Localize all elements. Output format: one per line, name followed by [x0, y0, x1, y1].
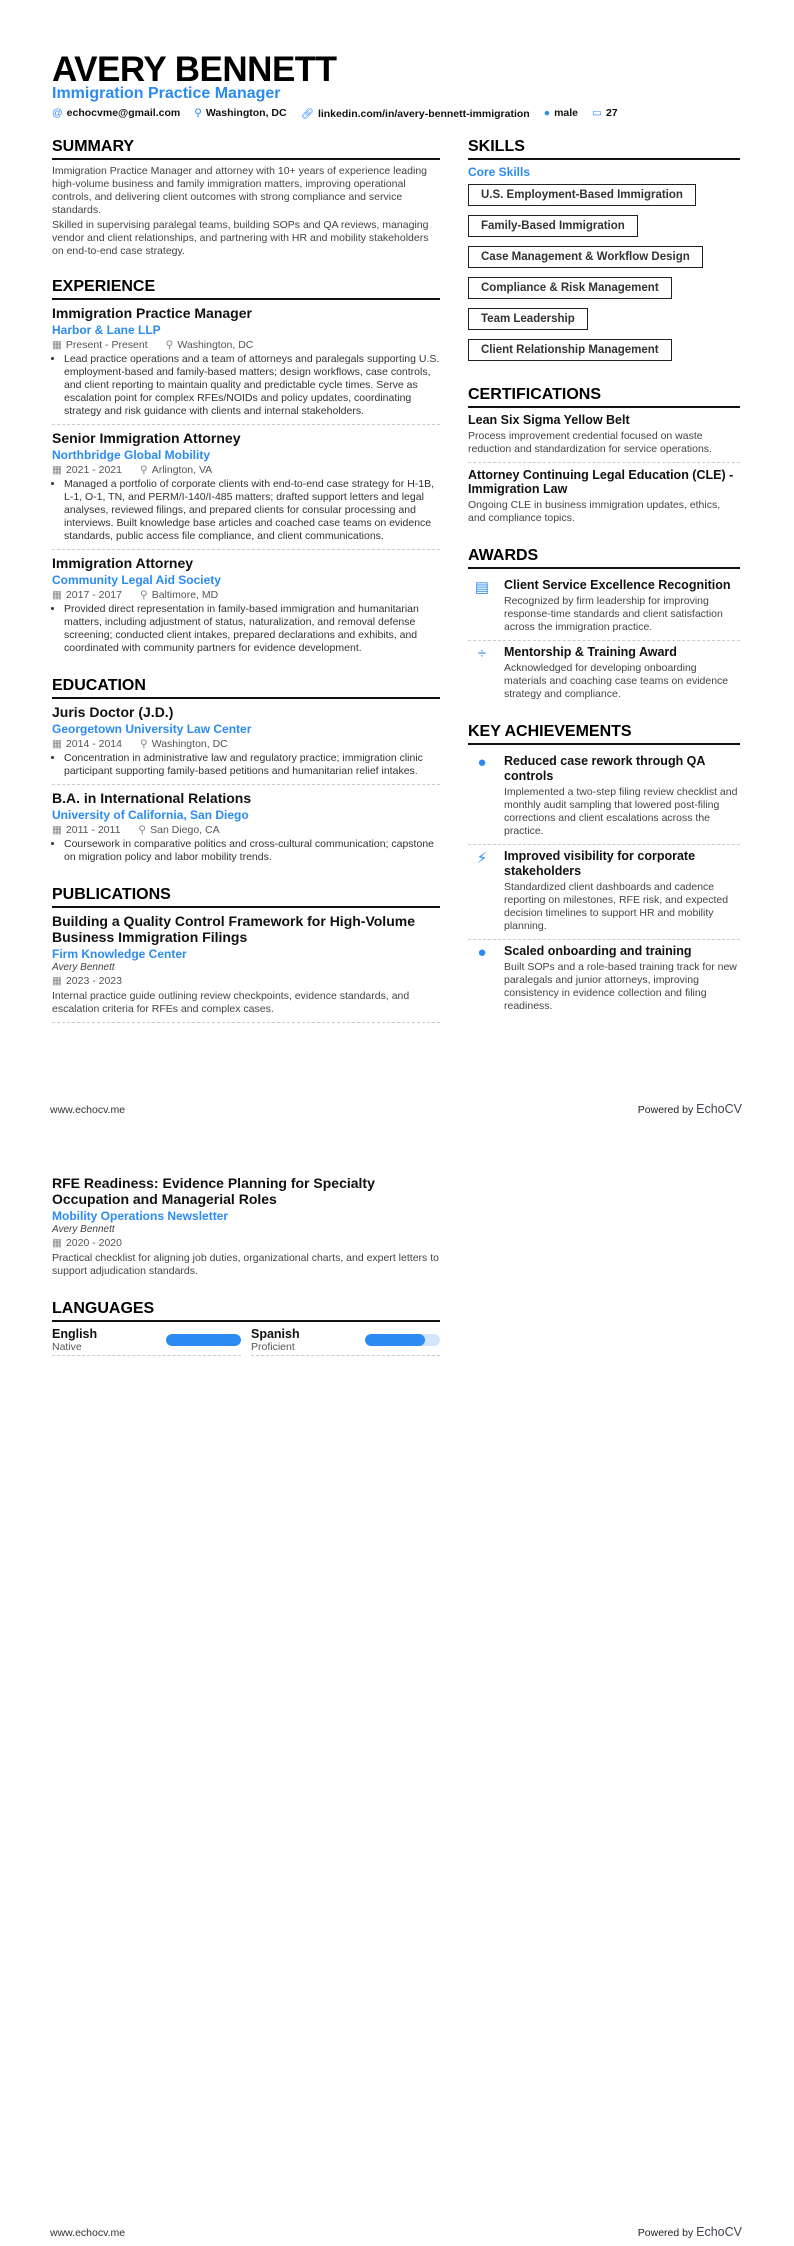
echocv-brand: EchoCV [696, 2225, 742, 2239]
skills-group-label: Core Skills [468, 165, 531, 179]
author: Avery Bennett [52, 962, 115, 973]
calendar-icon: ▭ [592, 107, 602, 119]
skill-tag: Client Relationship Management [468, 339, 672, 361]
publication-title: RFE Readiness: Evidence Planning for Specialty Occupation and Managerial Roles [52, 1175, 375, 1207]
summary-paragraph: Immigration Practice Manager and attorney with 10+ years of experience leading high-volume business and family immigration matters, improving operational controls, and delivering client outcomes with strong compliance and service standards. [52, 165, 427, 216]
calendar-icon: ▦ [52, 589, 62, 601]
edu-meta [52, 824, 440, 836]
job-bullet: • Managed a portfolio of corporate clients with end-to-end case strategy for H-1B, L-1, O-1, TN, and PERM/I-140/I-485 matters; drafted support letters and legal analyses, reviewed filings, and prepared clients for consular processing and interviews. Built knowledge base articles and coached case teams on evidence standards, public access file compliance, and client communications. [64, 478, 440, 543]
footer-site-link[interactable]: www.echocv.me [50, 2227, 126, 2239]
languages-section [52, 1300, 440, 1356]
left-column [52, 138, 440, 1039]
dates: 2020 - 2020 [65, 1237, 122, 1249]
page-2 [0, 1123, 794, 2246]
job-title: Immigration Attorney [52, 555, 194, 571]
job-meta [52, 464, 440, 476]
achievement-entry [468, 845, 740, 940]
contact-email[interactable]: @ echocvme@gmail.com [52, 107, 181, 119]
publisher: Mobility Operations Newsletter [52, 1209, 229, 1223]
contact-linkedin[interactable]: 🔗︎ linkedin.com/in/avery-bennett-immigration [300, 108, 530, 120]
dates: 2021 - 2021 [65, 464, 122, 476]
achievement-entry [468, 750, 740, 845]
achievement-title: Scaled onboarding and training [504, 944, 692, 958]
experience-section [52, 278, 440, 661]
person-icon: ● [543, 107, 551, 119]
achievement-description: Implemented a two-step filing review checklist and monthly audit sampling that lowered post-filing corrections and client escalations across the practice. [504, 786, 738, 837]
section-heading: KEY ACHIEVEMENTS [468, 723, 740, 745]
dates: 2017 - 2017 [65, 589, 122, 601]
publication-entry [52, 913, 440, 1023]
contact-gender: ● male [543, 107, 579, 119]
awards-section [468, 547, 740, 707]
dates: 2023 - 2023 [65, 975, 122, 987]
language-name: Spanish [251, 1327, 300, 1341]
calendar-icon: ▦ [52, 824, 62, 836]
achievement-description: Standardized client dashboards and cadence reporting on milestones, RFE risk, and expected decision timelines to support HR and mobility planning. [504, 881, 729, 932]
education-entry [52, 704, 440, 785]
echocv-brand: EchoCV [696, 1102, 742, 1116]
award-entry [468, 641, 740, 707]
location-icon: ⚲ [138, 824, 147, 836]
chat-bubble-icon: ● [477, 754, 487, 771]
footer-powered-by[interactable]: Powered by EchoCV [637, 2225, 742, 2239]
company: Northbridge Global Mobility [52, 448, 210, 462]
location: Washington, DC [177, 339, 254, 351]
company: Community Legal Aid Society [52, 573, 221, 587]
proficiency-bar [166, 1334, 241, 1346]
calendar-icon: ▦ [52, 738, 62, 750]
left-column [52, 1173, 440, 1372]
edu-bullet: • Concentration in administrative law and regulatory practice; immigration clinic participant supporting family-based petitions and humanitarian relief intakes. [64, 752, 440, 778]
section-heading: PUBLICATIONS [52, 886, 440, 908]
skills-section [468, 138, 740, 370]
language-level: Native [52, 1341, 82, 1353]
summary-section [52, 138, 440, 258]
lightning-icon: ⚡︎ [476, 850, 488, 867]
dates: Present - Present [65, 339, 148, 351]
achievement-title: Improved visibility for corporate stakeholders [504, 849, 696, 878]
location: San Diego, CA [150, 824, 220, 836]
at-icon: @ [52, 107, 63, 119]
section-heading: EDUCATION [52, 677, 440, 699]
proficiency-fill [166, 1334, 241, 1346]
dates: 2011 - 2011 [65, 824, 121, 836]
footer-powered-by[interactable]: Powered by EchoCV [637, 1102, 742, 1116]
certification-title: Lean Six Sigma Yellow Belt [468, 413, 630, 427]
publisher: Firm Knowledge Center [52, 947, 187, 961]
pub-meta [52, 1237, 440, 1249]
skill-tag: Family-Based Immigration [468, 215, 638, 237]
award-title: Client Service Excellence Recognition [504, 578, 731, 592]
experience-entry [52, 305, 440, 425]
location-icon: ⚲ [139, 589, 148, 601]
award-description: Acknowledged for developing onboarding materials and coaching case teams on evidence strategy and compliance. [504, 662, 729, 700]
experience-entry [52, 555, 440, 661]
section-heading: EXPERIENCE [52, 278, 440, 300]
summary-paragraph: Skilled in supervising paralegal teams, building SOPs and QA reviews, managing vendor and client relationships, and partnering with HR and mobility stakeholders on end-to-end case strategy. [52, 219, 429, 257]
proficiency-fill [365, 1334, 425, 1346]
education-entry [52, 790, 440, 870]
badge-icon: ● [477, 944, 487, 961]
skill-tag: Team Leadership [468, 308, 588, 330]
award-title: Mentorship & Training Award [504, 645, 677, 659]
candidate-title: Immigration Practice Manager [52, 85, 281, 102]
location-icon: ⚲ [139, 738, 148, 750]
location-icon: ⚲ [165, 339, 174, 351]
section-heading: AWARDS [468, 547, 740, 569]
contact-bar [52, 107, 618, 120]
language-item [52, 1327, 241, 1356]
skill-tag: U.S. Employment-Based Immigration [468, 184, 696, 206]
school: University of California, San Diego [52, 808, 249, 822]
documents-icon: ▤ [474, 579, 490, 596]
language-item [251, 1327, 440, 1356]
school: Georgetown University Law Center [52, 722, 252, 736]
location: Washington, DC [151, 738, 228, 750]
section-heading: SKILLS [468, 138, 740, 160]
language-name: English [52, 1327, 98, 1341]
certification-entry [468, 468, 740, 531]
location-icon: ⚲ [139, 464, 148, 476]
contact-location: ⚲ Washington, DC [194, 107, 287, 119]
footer-site-link[interactable]: www.echocv.me [50, 1104, 126, 1116]
proficiency-bar [365, 1334, 440, 1346]
experience-entry [52, 430, 440, 550]
section-heading: SUMMARY [52, 138, 440, 160]
pub-meta [52, 975, 440, 987]
certifications-section [468, 386, 740, 531]
calendar-icon: ▦ [52, 975, 62, 987]
certification-title: Attorney Continuing Legal Education (CLE) - Immigration Law [468, 468, 734, 496]
location: Baltimore, MD [151, 589, 219, 601]
edu-meta [52, 738, 440, 750]
publications-section [52, 886, 440, 1023]
job-meta [52, 339, 440, 351]
achievement-title: Reduced case rework through QA controls [504, 754, 705, 783]
section-heading: CERTIFICATIONS [468, 386, 740, 408]
degree: Juris Doctor (J.D.) [52, 704, 174, 720]
certification-entry [468, 413, 740, 463]
right-column [468, 138, 740, 1035]
job-meta [52, 589, 440, 601]
dates: 2014 - 2014 [65, 738, 122, 750]
publication-title: Building a Quality Control Framework for High-Volume Business Immigration Filings [52, 913, 415, 945]
award-entry [468, 574, 740, 641]
skill-tag: Compliance & Risk Management [468, 277, 672, 299]
education-section [52, 677, 440, 870]
location-icon: ⚲ [194, 107, 202, 119]
publication-description: Practical checklist for aligning job duties, organizational charts, and expert letters to support adjudication standards. [52, 1252, 439, 1277]
edu-bullet: • Coursework in comparative politics and cross-cultural communication; capstone on migration policy and labor mobility trends. [64, 838, 440, 864]
publication-entry [52, 1175, 440, 1284]
contact-age: ▭ 27 [592, 107, 618, 119]
candidate-name: AVERY BENNETT [52, 50, 337, 89]
calendar-icon: ▦ [52, 339, 62, 351]
achievements-section [468, 723, 740, 1019]
language-level: Proficient [251, 1341, 295, 1353]
award-description: Recognized by firm leadership for improving response-time standards and client satisfaction across the immigration practice. [504, 595, 723, 633]
calendar-icon: ▦ [52, 464, 62, 476]
author: Avery Bennett [52, 1224, 115, 1235]
skill-tag: Case Management & Workflow Design [468, 246, 703, 268]
section-heading: LANGUAGES [52, 1300, 440, 1322]
company: Harbor & Lane LLP [52, 323, 161, 337]
publication-description: Internal practice guide outlining review checkpoints, evidence standards, and escalation criteria for RFEs and complex cases. [52, 990, 410, 1015]
divide-icon: ÷ [477, 645, 487, 662]
certification-description: Ongoing CLE in business immigration updates, ethics, and compliance topics. [468, 499, 721, 524]
job-bullet: • Provided direct representation in family-based immigration and humanitarian matters, including adjustment of status, naturalization, and removal defense screening; conducted client intakes, prepared declarations and exhibits, and coordinated with community partners for evidence development. [64, 603, 440, 655]
achievement-entry [468, 940, 740, 1019]
calendar-icon: ▦ [52, 1237, 62, 1249]
certification-description: Process improvement credential focused on waste reduction and standardization for service operations. [468, 430, 712, 455]
achievement-description: Built SOPs and a role-based training track for new paralegals and junior attorneys, improving consistency in evidence collection and filing readiness. [504, 961, 737, 1012]
job-title: Immigration Practice Manager [52, 305, 252, 321]
location: Arlington, VA [151, 464, 213, 476]
job-bullet: • Lead practice operations and a team of attorneys and paralegals supporting U.S. employment-based and family-based matters; design workflows, case controls, and client reporting to maintain quality and predictable cycle times. Serve as escalation point for complex RFEs/NOIDs and policy updates, coordinating strategy and risk guidance with clients and internal stakeholders. [64, 353, 440, 418]
job-title: Senior Immigration Attorney [52, 430, 241, 446]
link-icon: 🔗︎ [300, 108, 314, 120]
degree: B.A. in International Relations [52, 790, 252, 806]
